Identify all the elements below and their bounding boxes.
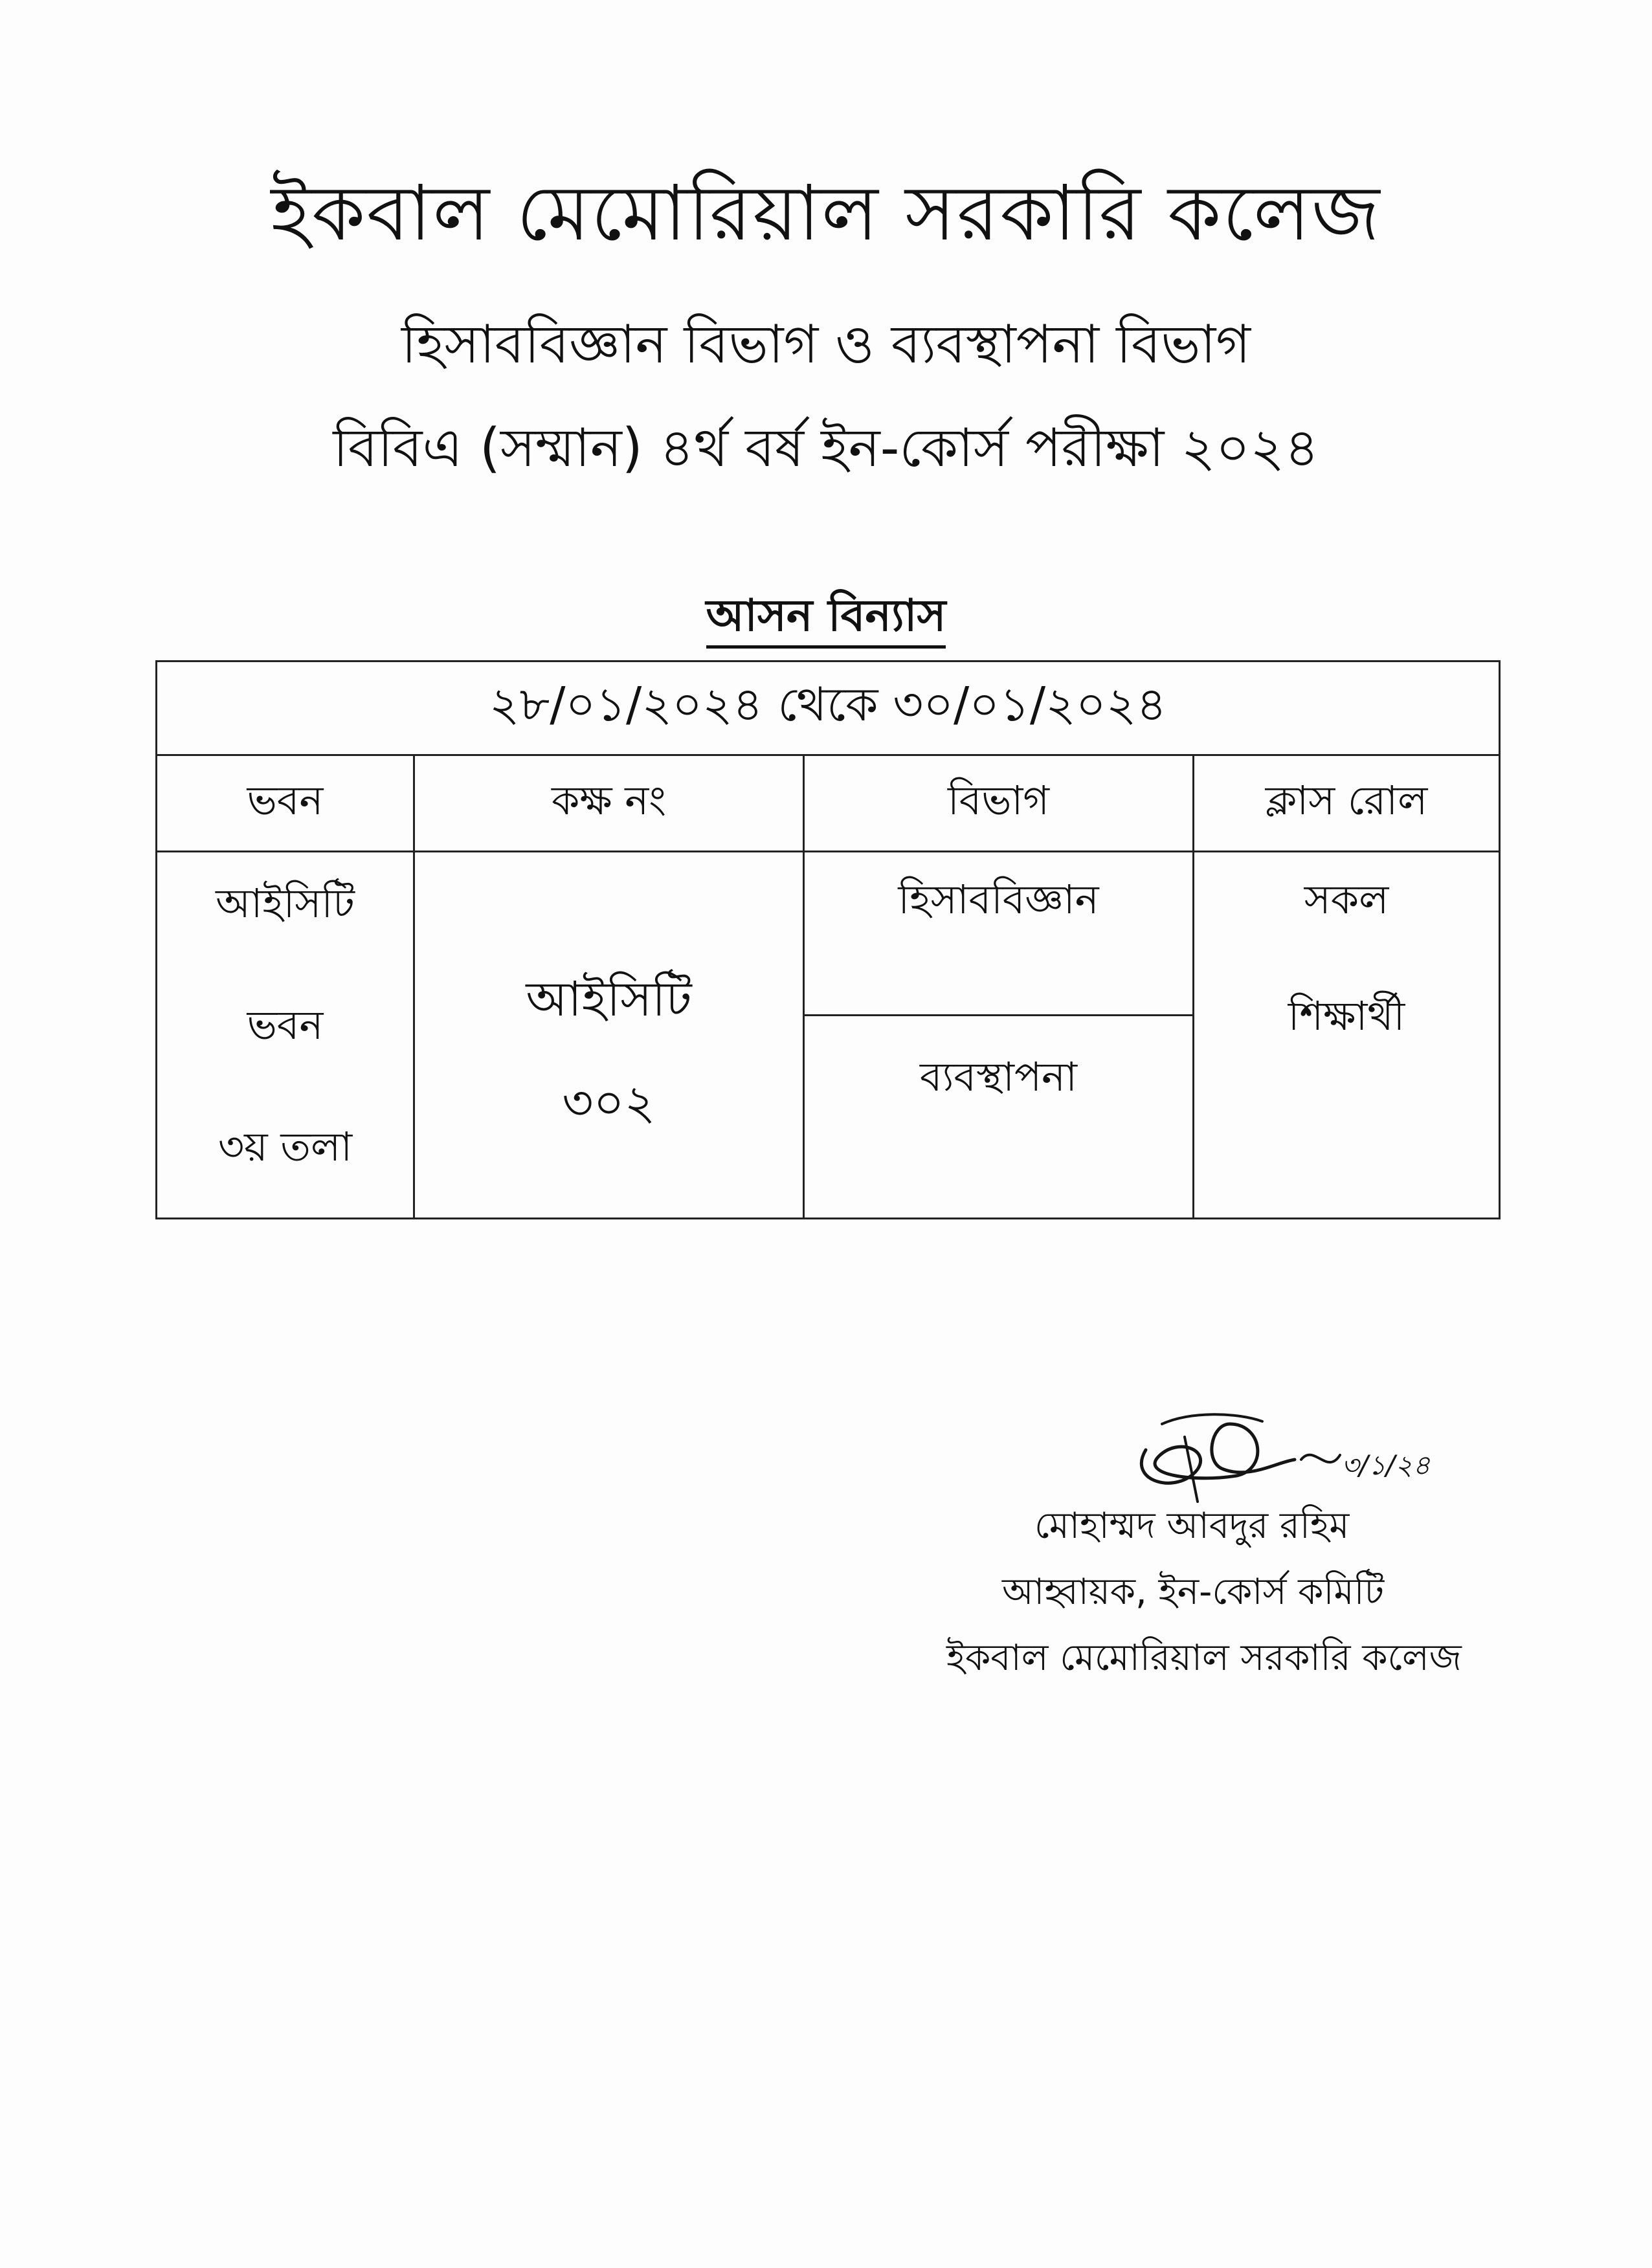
date-range: ২৮/০১/২০২৪ থেকে ৩০/০১/২০২৪ [157,662,1499,756]
seating-heading-text: আসন বিন্যাস [706,590,946,649]
class-roll-cell [1194,852,1499,1217]
department-divider [805,1014,1192,1016]
column-header-department: বিভাগ [805,756,1194,850]
seating-heading [0,590,1652,641]
department-cell [805,852,1194,1217]
table-header-row [157,756,1499,852]
room-line: আইসিটি [526,972,692,1027]
seating-table [155,660,1501,1219]
building-cell [157,852,415,1217]
roll-line: শিক্ষার্থী [1288,992,1405,1040]
college-title: ইকবাল মেমোরিয়াল সরকারি কলেজ [271,168,1381,258]
column-header-class-roll: ক্লাস রোল [1265,776,1428,824]
department-name: হিসাববিজ্ঞান [898,876,1099,923]
building-line: ভবন [247,1001,324,1049]
signatory-college: ইকবাল মেমোরিয়াল সরকারি কলেজ [946,1637,1462,1679]
column-header-room: কক্ষ নং [415,756,805,850]
table-row [157,852,1499,1217]
column-header-building: ভবন [157,756,415,850]
signatory-role: আহ্বায়ক, ইন-কোর্স কমিটি [1002,1571,1385,1613]
departments-subtitle: হিসাববিজ্ঞান বিভাগ ও ব্যবস্থাপনা বিভাগ [401,314,1251,375]
building-line: ৩য় তলা [218,1123,353,1170]
department-name: ব্যবস্থাপনা [919,1053,1078,1100]
building-line: আইসিটি [216,880,355,927]
signature-date: ৩/১/২৪ [1341,1449,1431,1481]
exam-title: বিবিএ (সম্মান) ৪র্থ বর্ষ ইন-কোর্স পরীক্ষা ২০২৪ [333,417,1319,479]
room-cell [415,852,805,1217]
room-line: ৩০২ [562,1075,656,1131]
signatory-name: মোহাম্মদ আবদুর রহিম [1034,1505,1350,1547]
roll-line: সকল [1304,876,1389,923]
signature-mark [1100,1398,1437,1515]
